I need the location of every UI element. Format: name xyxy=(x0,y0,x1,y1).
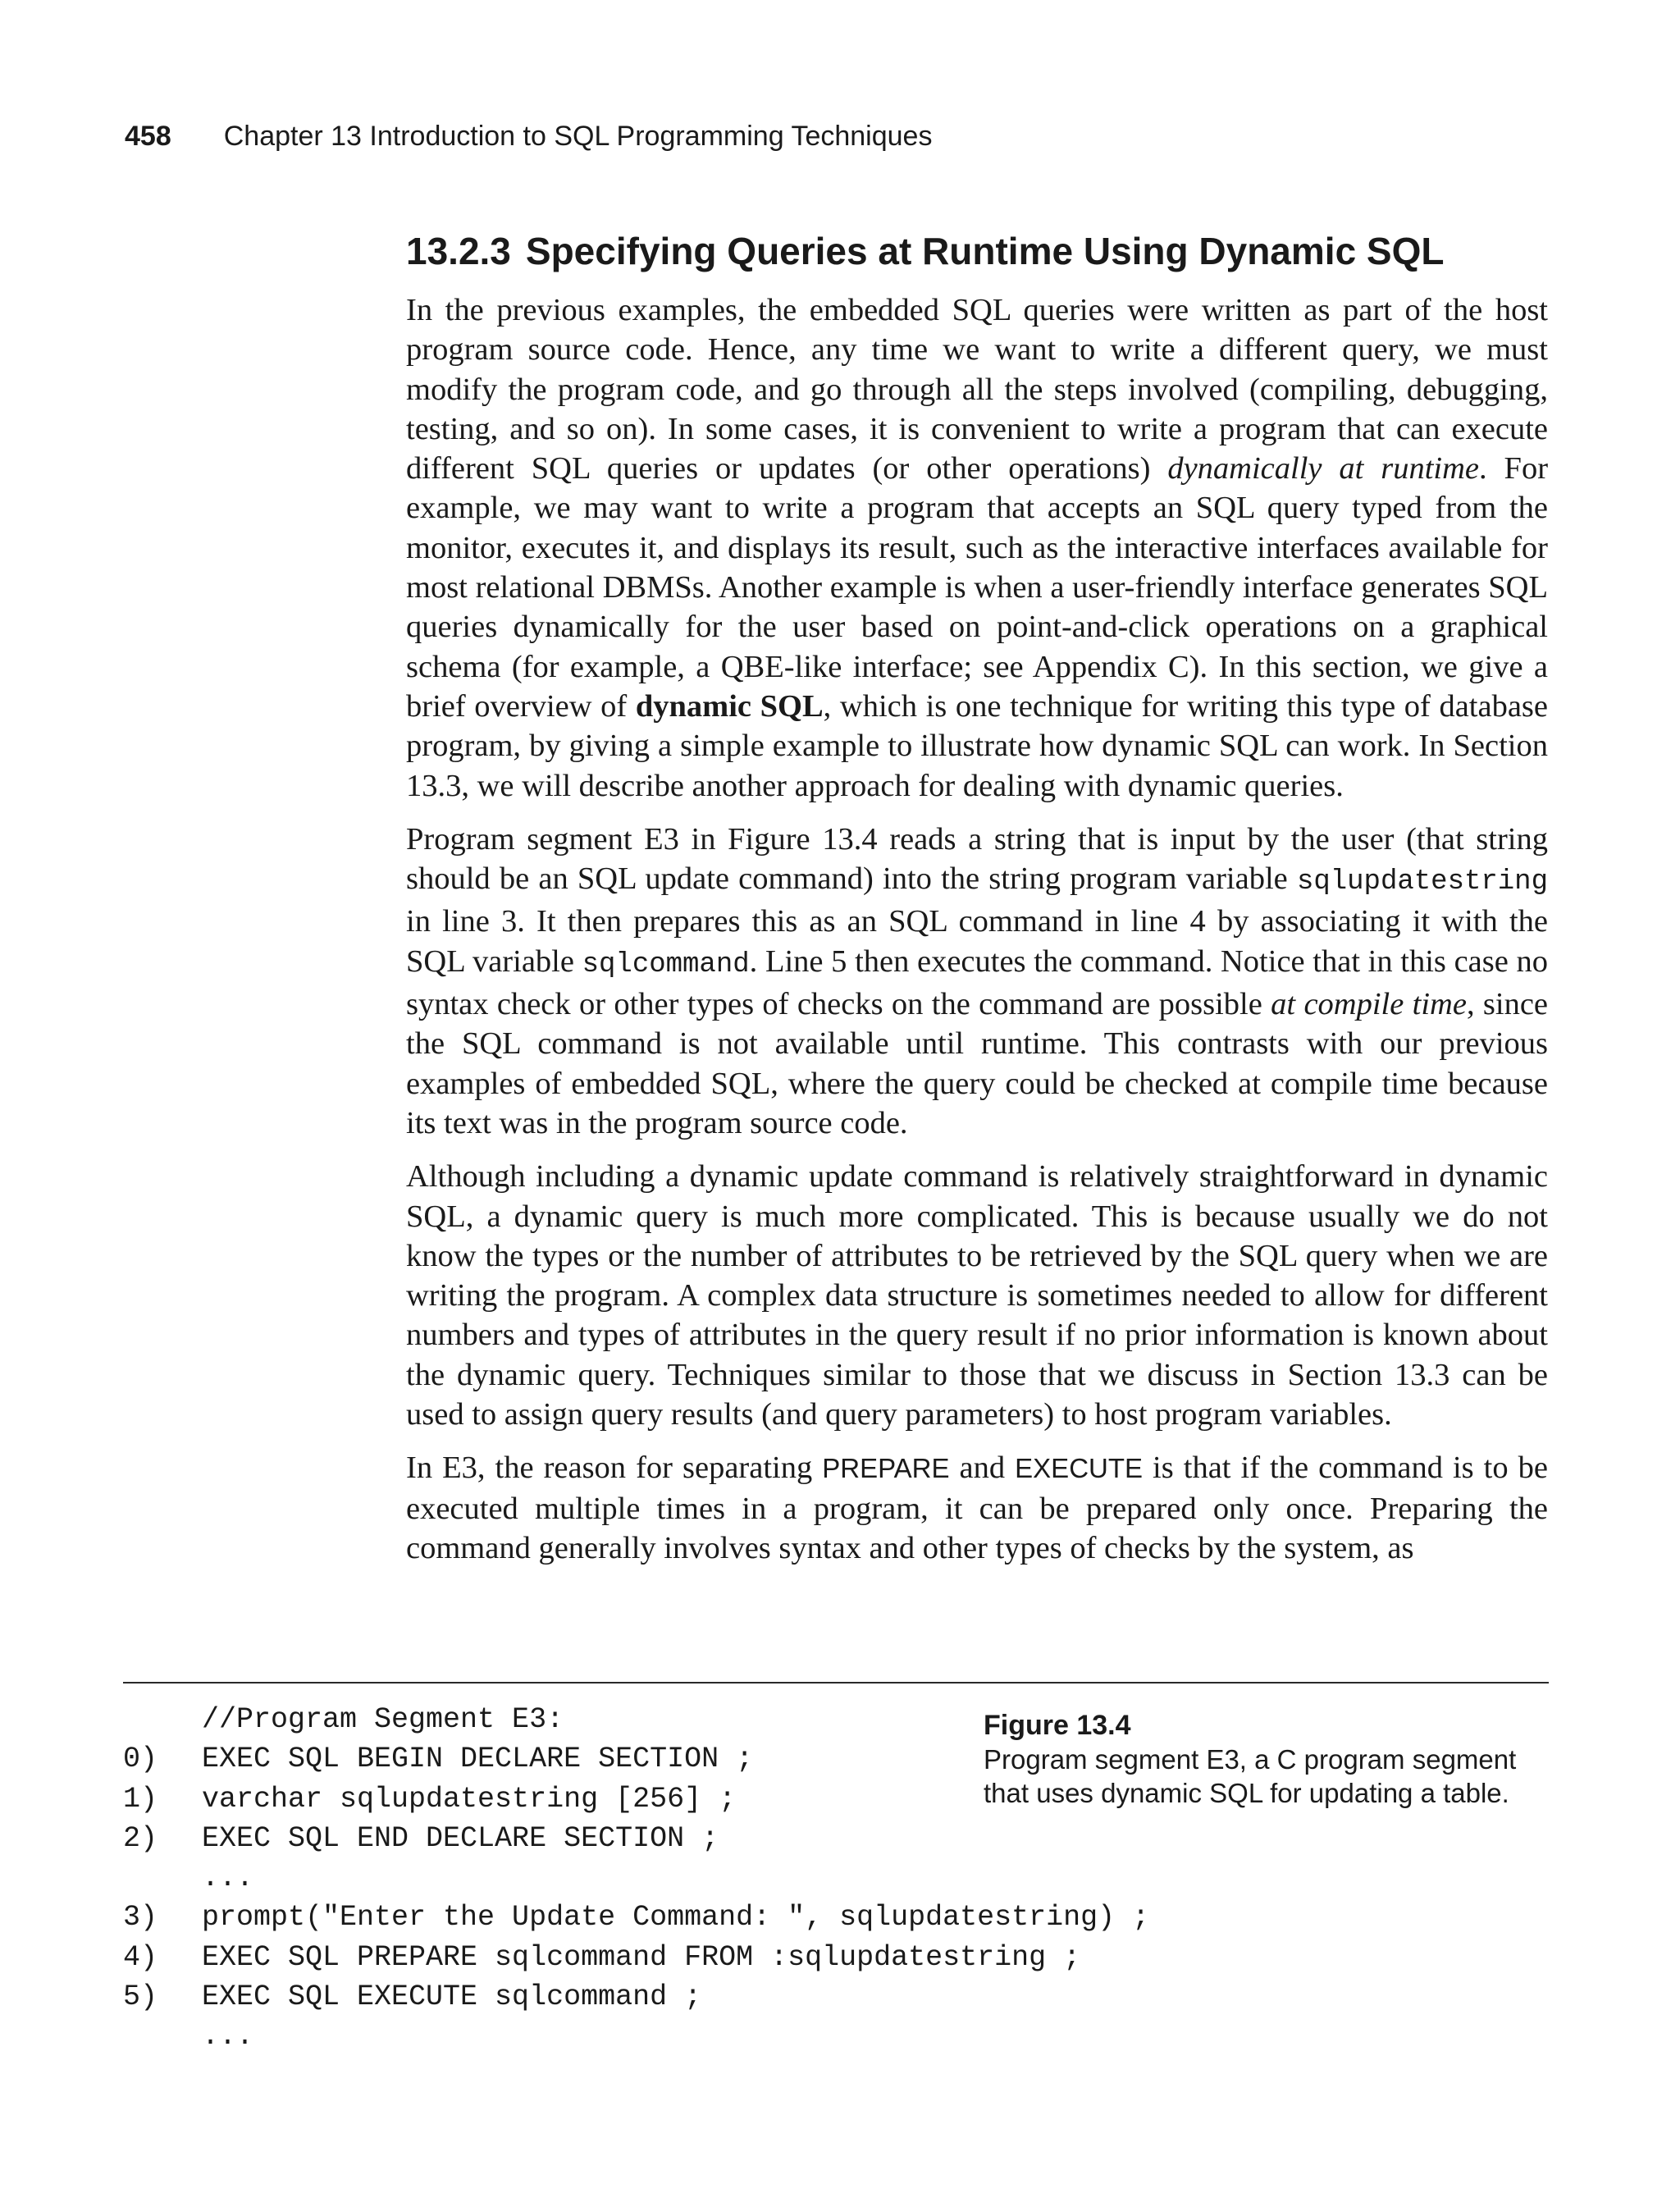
section-number: 13.2.3 xyxy=(406,230,511,272)
code-line xyxy=(123,1898,1149,1937)
page-number: 458 xyxy=(125,121,171,152)
p2-text-d: , since the SQL command is not available until runtime. This contrasts with our previous examples of embedded SQL, where the query could be checked at compile time because its text was in the program source code. xyxy=(406,987,1549,1140)
code-line xyxy=(123,2017,1149,2056)
p4-text-a: In E3, the reason for separating xyxy=(406,1450,823,1486)
p1-text-b: . For example, we may want to write a program that accepts an SQL query typed from the monitor, executes it, and displays its result, such as the interactive interfaces available for most relational DBMSs. Another example is when a user-friendly interface generates SQL queries dynamically for the user based on point-and-click operations on a graphical schema (for example, a QBE-like interface; see Appendix C). In this section, we give a brief overview of xyxy=(406,451,1549,724)
p1-emphasis: dynamically at runtime xyxy=(1167,451,1480,487)
paragraph-2 xyxy=(406,820,1548,1143)
code-text: varchar sqlupdatestring [256] ; xyxy=(202,1782,737,1816)
p2-text-a: Program segment E3 in Figure 13.4 reads a string that is input by the user (that string should be an SQL update command) into the string program variable xyxy=(406,821,1548,897)
code-line xyxy=(123,1858,1149,1898)
line-number: 4) xyxy=(123,1940,158,1974)
line-number xyxy=(123,2017,202,2056)
p4-keyword-prepare: PREPARE xyxy=(822,1453,950,1484)
code-text: ... xyxy=(202,2020,254,2054)
paragraph-3: Although including a dynamic update command is relatively straightforward in dynamic SQL, a dynamic query is much more complicated. This is because usually we do not know the types or the number of attributes to be retrieved by the SQL query when we are writing the program. A complex data structure is sometimes needed to allow for different numbers and types of attributes in the query result if no prior information is known about the dynamic query. Techniques similar to those that we discuss in Section 13.3 can be used to assign query results (and query parameters) to host program variables. xyxy=(406,1159,1548,1432)
body-text xyxy=(406,290,1548,1582)
code-line xyxy=(123,1819,1149,1858)
figure-caption xyxy=(984,1708,1550,1810)
p1-text-a: In the previous examples, the embedded SQL queries were written as part of the host program source code. Hence, any time we want to write a different query, we must modify the program code, and go through all the steps involved (compiling, debugging, testing, and so on). In some cases, it is convenient to write a program that can execute different SQL queries or updates (or other operations) xyxy=(406,293,1548,487)
figure-caption-text: Program segment E3, a C program segment that uses dynamic SQL for updating a table. xyxy=(984,1744,1517,1808)
line-number xyxy=(123,1858,202,1898)
p2-text-b: in line 3. It then prepares this as an SQL command in line 4 by associating it with the SQL variable xyxy=(406,904,1548,979)
figure-label: Figure 13.4 xyxy=(984,1710,1131,1741)
code-text: prompt("Enter the Update Command: ", sqlupdatestring) ; xyxy=(202,1901,1150,1935)
paragraph-4 xyxy=(406,1448,1548,1568)
p2-text-c: . Line 5 then executes the command. Notice that in this case no syntax check or other types of checks on the command are possible xyxy=(406,943,1548,1022)
figure-divider xyxy=(123,1682,1549,1683)
p1-key-term: dynamic SQL xyxy=(635,688,824,724)
line-number: 2) xyxy=(123,1821,158,1855)
section-title: Specifying Queries at Runtime Using Dynamic SQL xyxy=(525,230,1445,272)
line-number xyxy=(123,1700,202,1739)
code-text: EXEC SQL PREPARE sqlcommand FROM :sqlupdatestring ; xyxy=(202,1940,1081,1974)
code-text: EXEC SQL BEGIN DECLARE SECTION ; xyxy=(202,1743,754,1776)
p4-keyword-execute: EXECUTE xyxy=(1015,1453,1144,1484)
paragraph-1 xyxy=(406,290,1548,806)
code-text: ... xyxy=(202,1862,254,1895)
chapter-title: Chapter 13 Introduction to SQL Programming Techniques xyxy=(223,121,933,152)
code-line xyxy=(123,1938,1149,1977)
p4-text-c: is that if the command is to be executed multiple times in a program, it can be prepared only once. Preparing the command generally involves syntax and other types of checks by the system, as xyxy=(406,1450,1548,1565)
line-number: 5) xyxy=(123,1980,158,2014)
p2-code-sqlcommand: sqlcommand xyxy=(582,948,750,980)
p2-code-sqlupdatestring: sqlupdatestring xyxy=(1296,866,1548,898)
code-line xyxy=(123,1977,1149,2017)
line-number: 0) xyxy=(123,1743,158,1776)
line-number: 1) xyxy=(123,1782,158,1816)
p2-emphasis: at compile time xyxy=(1271,987,1467,1022)
running-header xyxy=(125,120,932,153)
code-text: EXEC SQL EXECUTE sqlcommand ; xyxy=(202,1980,702,2014)
code-text: //Program Segment E3: xyxy=(202,1703,564,1736)
section-heading xyxy=(406,228,1445,274)
line-number: 3) xyxy=(123,1901,158,1935)
p4-text-b: and xyxy=(949,1450,1016,1486)
code-text: EXEC SQL END DECLARE SECTION ; xyxy=(202,1821,719,1855)
p1-text-c: , which is one technique for writing this type of database program, by giving a simple example to illustrate how dynamic SQL can work. In Section 13.3, we will describe another approach for dealing with dynamic queries. xyxy=(406,688,1548,803)
